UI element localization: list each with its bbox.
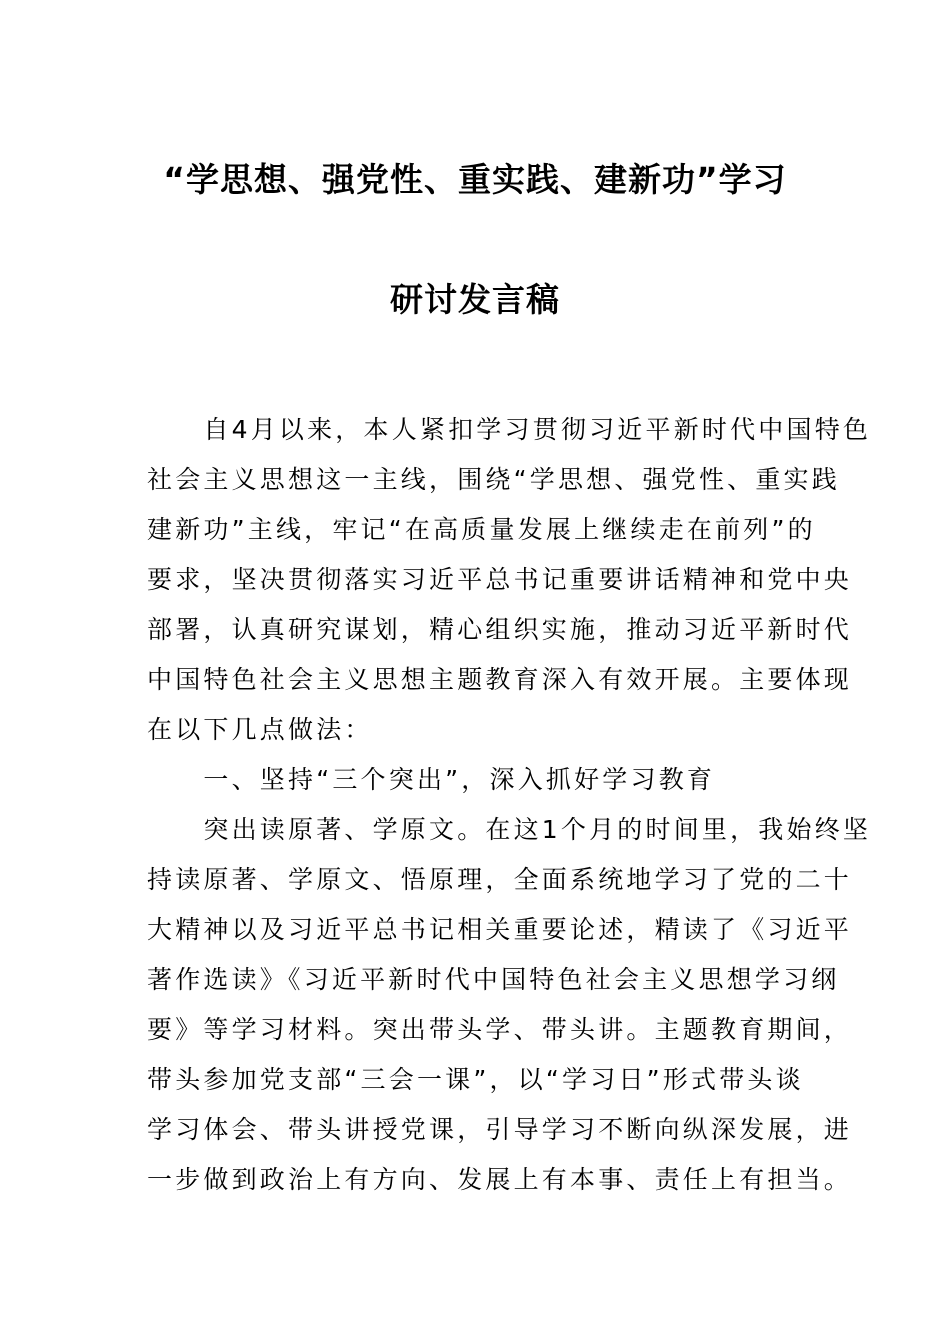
- paragraph-line: 部署，认真研究谋划，精心组织实施，推动习近平新时代: [147, 615, 853, 644]
- paragraph-line: 持读原著、学原文、悟原理，全面系统地学习了党的二十: [147, 865, 853, 894]
- paragraph-line: 社会主义思想这一主线，围绕“学思想、强党性、重实践: [147, 465, 840, 494]
- paragraph-line: 在以下几点做法：: [147, 715, 373, 744]
- paragraph-line: 要求，坚决贯彻落实习近平总书记重要讲话精神和党中央: [147, 565, 853, 594]
- section-heading-text: 一、坚持“三个突出”，深入抓好学习教育: [147, 765, 716, 794]
- paragraph-line: 大精神以及习近平总书记相关重要论述，精读了《习近平: [147, 915, 853, 944]
- paragraph-line: 建新功”主线，牢记“在高质量发展上继续走在前列”的: [147, 515, 816, 544]
- document-title-line-1: “学思想、强党性、重实践、建新功”学习: [163, 160, 787, 199]
- paragraph-study: [147, 805, 872, 1205]
- paragraph-line: 学习体会、带头讲授党课，引导学习不断向纵深发展，进: [147, 1115, 853, 1144]
- paragraph-line: 著作选读》《习近平新时代中国特色社会主义思想学习纲: [147, 965, 840, 994]
- paragraph-line: 中国特色社会主义思想主题教育深入有效开展。主要体现: [147, 665, 853, 694]
- paragraph-line: 突出读原著、学原文。在这1个月的时间里，我始终坚: [147, 815, 872, 844]
- paragraph-line: 要》等学习材料。突出带头学、带头讲。主题教育期间，: [147, 1015, 853, 1044]
- paragraph-line: 带头参加党支部“三会一课”，以“学习日”形式带头谈: [147, 1065, 804, 1094]
- document-title-line-2: 研讨发言稿: [390, 280, 560, 319]
- section-heading-1: [147, 755, 807, 805]
- paragraph-line: 一步做到政治上有方向、发展上有本事、责任上有担当。: [147, 1165, 853, 1194]
- paragraph-intro: [147, 405, 872, 755]
- paragraph-line: 自4月以来，本人紧扣学习贯彻习近平新时代中国特色: [147, 415, 872, 444]
